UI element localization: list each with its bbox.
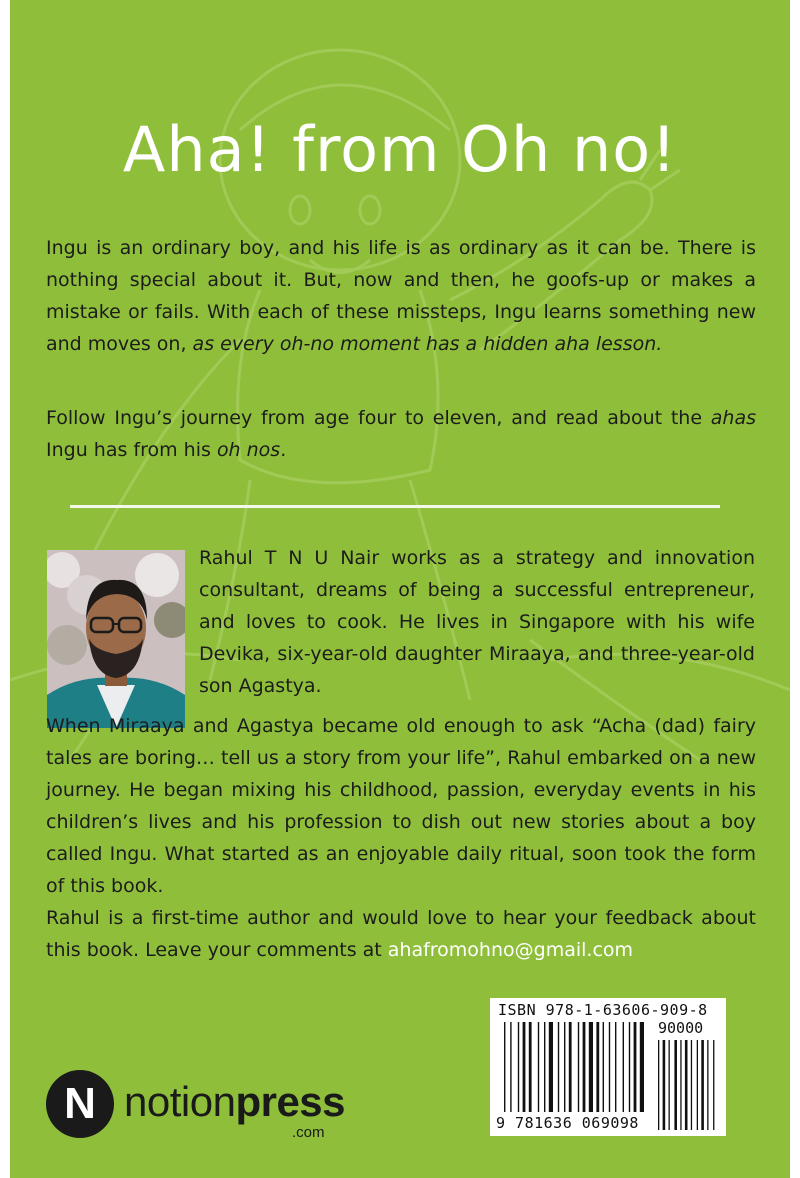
barcode-bar — [529, 1022, 532, 1112]
barcode-addon-bar — [658, 1040, 659, 1130]
barcode-bar — [544, 1022, 545, 1112]
barcode-addon-bar — [713, 1040, 714, 1130]
ean-number: 9 781636 069098 — [496, 1114, 639, 1132]
barcode-addon-bar — [663, 1040, 666, 1130]
publisher-name-bold: press — [235, 1078, 346, 1125]
barcode-bar — [518, 1022, 519, 1112]
author-photo — [47, 550, 185, 728]
isbn-label: ISBN 978-1-63606-909-8 — [498, 1001, 708, 1019]
feedback-paragraph — [46, 902, 756, 966]
barcode-bar — [629, 1022, 630, 1112]
barcode-bar — [609, 1022, 610, 1112]
publisher-domain: .com — [292, 1124, 325, 1141]
feedback-text: Rahul is a first-time author and would love to hear your feedback about this book. Leave your comments at — [46, 907, 756, 961]
publisher-logo-letter: N — [64, 1079, 96, 1128]
publisher-name-light: notion — [124, 1078, 236, 1125]
book-title: Aha! from Oh no! — [122, 113, 678, 186]
publisher-logo — [46, 1066, 356, 1148]
barcode-bar — [596, 1022, 599, 1112]
barcode-bar — [623, 1022, 624, 1112]
feedback-email-link[interactable]: ahafromohno@gmail.com — [387, 939, 634, 961]
blurb-paragraph-1 — [46, 232, 756, 360]
price-addon-number: 90000 — [658, 1019, 704, 1037]
barcode-addon-bar — [669, 1040, 670, 1130]
author-bio: Rahul T N U Nair works as a strategy and innovation consultant, dreams of being a successful entrepreneur, and loves to cook. He lives in Singapore with his wife Devika, six-year-old daughter Miraaya, and three-year-old son Agastya. — [199, 547, 755, 697]
barcode-bar — [603, 1022, 604, 1112]
blurb-1-italic-text: as every oh-no moment has a hidden aha lesson. — [192, 333, 663, 355]
barcode-addon-bar — [674, 1040, 677, 1130]
barcode-bar — [589, 1022, 593, 1112]
blurb-2-text-c: Ingu has from his — [46, 439, 217, 461]
book-back-cover — [10, 0, 790, 1178]
author-story: When Miraaya and Agastya became old enough to ask “Acha (dad) fairy tales are boring… tell us a story from your life”, Rahul embarked on a new journey. He began mixing his childhood, passion, everyday events in his children’s lives and his profession to dish out new stories about a boy called Ingu. What started as an enjoyable daily ritual, soon took the form of this book. — [46, 715, 756, 897]
barcode-addon-bar — [680, 1040, 681, 1130]
barcode-bar — [558, 1022, 559, 1112]
barcode-bar — [569, 1022, 572, 1112]
barcode-addon-bar — [701, 1040, 704, 1130]
barcode-addon-bar — [685, 1040, 688, 1130]
author-portrait-image — [47, 550, 185, 728]
barcode-bar — [640, 1022, 644, 1112]
blurb-2-text-a: Follow Ingu’s journey from age four to eleven, and read about the — [46, 407, 711, 429]
blurb-1-text: Ingu is an ordinary boy, and his life is as ordinary as it can be. There is nothing special about it. But, now and then, he goofs-up or makes a mistake or fails. With each of these missteps, Ingu learns something new and moves on, — [46, 237, 756, 355]
barcode-bar — [583, 1022, 586, 1112]
publisher-name — [124, 1078, 345, 1126]
barcode-bar — [578, 1022, 579, 1112]
barcode-bar — [510, 1022, 511, 1112]
blurb-2-ahas: ahas — [710, 407, 756, 429]
blurb-paragraph-2 — [46, 402, 756, 466]
barcode-addon-bar — [691, 1040, 692, 1130]
barcode-bar — [538, 1022, 539, 1112]
barcode-bar — [615, 1022, 616, 1112]
isbn-barcode — [490, 998, 726, 1136]
barcode-bar — [564, 1022, 565, 1112]
barcode-bar — [523, 1022, 526, 1112]
barcode-bar — [549, 1022, 553, 1112]
barcode-addon-bar — [697, 1040, 698, 1130]
blurb-2-text-e: . — [280, 439, 287, 461]
barcode-bar — [504, 1022, 505, 1112]
blurb-2-oh-nos: oh nos — [216, 439, 281, 461]
section-divider — [70, 505, 720, 508]
barcode-addon-bar — [707, 1040, 708, 1130]
barcode-bar — [634, 1022, 637, 1112]
